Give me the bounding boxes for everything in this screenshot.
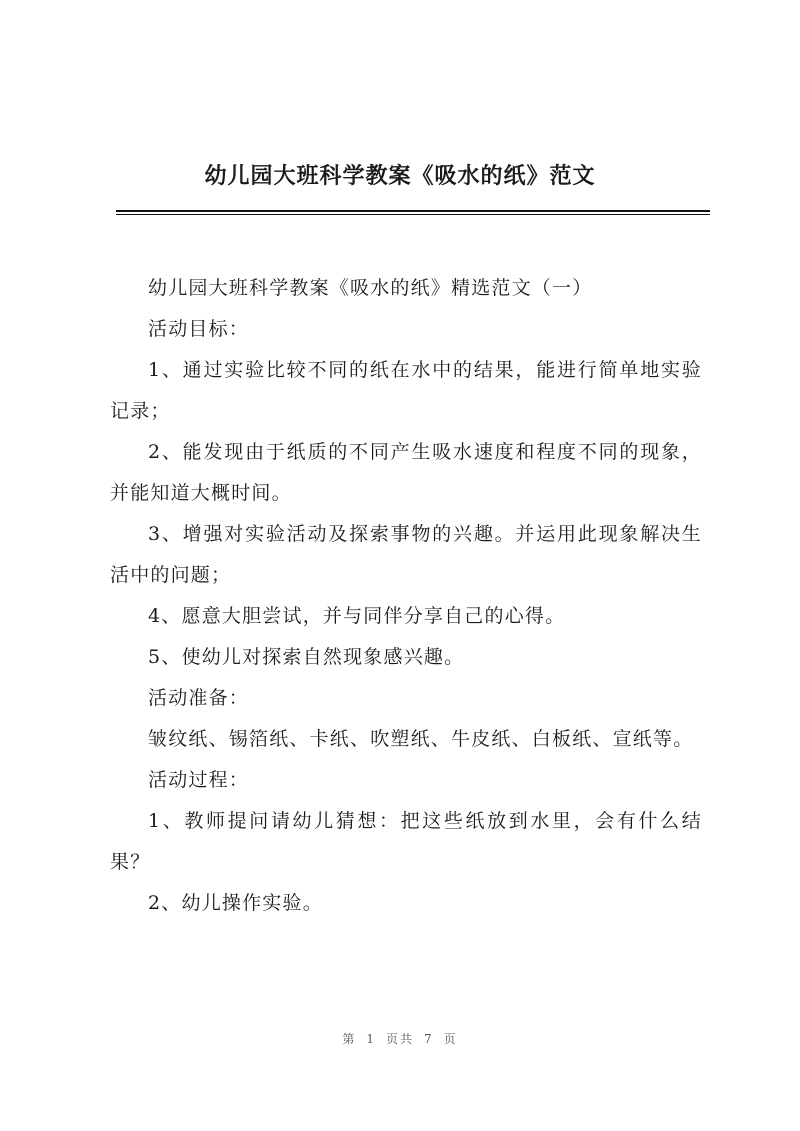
goal-item-2: 2、能发现由于纸质的不同产生吸水速度和程度不同的现象，并能知道大概时间。 bbox=[110, 441, 702, 504]
preparation-heading: 活动准备： bbox=[148, 687, 250, 709]
footer-prefix: 第 bbox=[342, 1032, 357, 1046]
title-underline bbox=[116, 210, 710, 212]
footer-total-pages: 7 bbox=[424, 1032, 434, 1046]
goal-item-3: 3、增强对实验活动及探索事物的兴趣。并运用此现象解决生活中的问题； bbox=[110, 523, 702, 586]
footer-current-page: 1 bbox=[366, 1032, 376, 1046]
page-number-footer bbox=[0, 1030, 800, 1047]
section-heading: 幼儿园大班科学教案《吸水的纸》精选范文（一） bbox=[148, 277, 593, 299]
goal-item-1: 1、通过实验比较不同的纸在水中的结果，能进行简单地实验记录； bbox=[110, 359, 702, 422]
process-step-2: 2、幼儿操作实验。 bbox=[148, 892, 323, 914]
footer-suffix: 页 bbox=[443, 1032, 458, 1046]
process-heading: 活动过程： bbox=[148, 769, 250, 791]
document-body bbox=[110, 268, 702, 924]
goal-item-4: 4、愿意大胆尝试，并与同伴分享自己的心得。 bbox=[148, 605, 566, 627]
preparation-materials: 皱纹纸、锡箔纸、卡纸、吹塑纸、牛皮纸、白板纸、宣纸等。 bbox=[148, 728, 694, 750]
goal-item-5: 5、使幼儿对探索自然现象感兴趣。 bbox=[148, 646, 465, 668]
process-step-1: 1、教师提问请幼儿猜想：把这些纸放到水里，会有什么结果？ bbox=[110, 810, 702, 873]
footer-middle: 页共 bbox=[385, 1032, 414, 1046]
goals-heading: 活动目标： bbox=[148, 318, 250, 340]
document-title: 幼儿园大班科学教案《吸水的纸》范文 bbox=[204, 164, 596, 189]
